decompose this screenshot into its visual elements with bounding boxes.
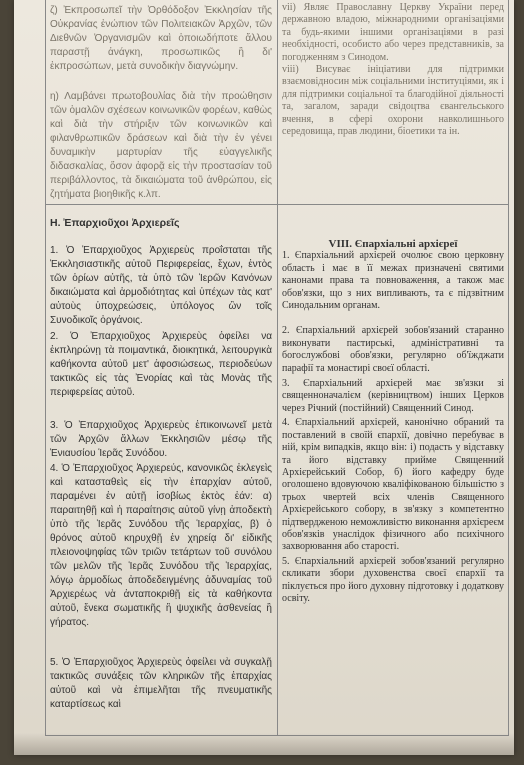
parallel-text-table — [45, 0, 509, 736]
greek-clause-z: ζ) Ἐκπροσωπεῖ τὴν Ὀρθόδοξον Ἐκκλησίαν τῆς Οὐκρανίας ἐνώπιον τῶν Πολιτειακῶν Ἀρχῶν, τῶν Διεθνῶν Ὀργανισμῶν καὶ ὁποιωδήποτε ἄλλου παραστῇ ἀνάγκη, προσωπικῶς ἢ δι' ἐκπροσώπων, μετὰ συνοδικὴν διαγνώμην. — [50, 5, 272, 72]
greek-section-heading: Η. Ἐπαρχιοῦχοι Ἀρχιερεῖς — [50, 217, 180, 229]
ukrainian-section-heading: VIII. Єпархіальні архієреї — [328, 238, 458, 250]
greek-item-2: 2. Ὁ Ἐπαρχιοῦχος Ἀρχιερεὺς ὀφείλει να ἐκπληρώνῃ τὰ ποιμαντικά, διοικητικά, λειτουργικὰ καθήκοντα αὐτοῦ μετ' ἀφοσιώσεως, περιοδεύων τακτικῶς εἰς τὰς Ἐνορίας καὶ τὰς Μονὰς τῆς περιφερείας αὐτοῦ. — [50, 331, 272, 398]
ukrainian-item-5: 5. Єпархіальний архієрей зобов'язаний регулярно скликати збори духовенства своєї єпархії та піклується про його духовну підготовку і додаткову освіту. — [282, 555, 504, 604]
page-bottom-shadow — [14, 733, 514, 755]
greek-item-4: 4. Ὁ Ἐπαρχιοῦχος Ἀρχιερεύς, κανονικῶς ἐκλεγεὶς καὶ κατασταθεὶς εἰς τὴν ἐπαρχίαν αὐτοῦ, παραμένει ἐν αὐτῇ ἰσοβίως ἐκτὸς ἐάν: α) παραιτηθῇ καὶ ἡ παραίτησις αὐτοῦ γίνῃ ἀποδεκτὴ ὑπὸ τῆς Ἱερᾶς Συνόδου τῆς Ἱεραρχίας, β) ὁ θρόνος αὐτοῦ κηρυχθῇ ἐν χηρείᾳ δι' εἰδικῆς πλειονοψηφίας τῶν τριῶν τετάρτων τοῦ συνόλου τῶν μελῶν τῆς Ἱερᾶς Συνόδου τῆς Ἱεραρχίας, λόγῳ ἁρμοδίως ἀποδεδειγμένης ἀδυναμίας τοῦ Ἀρχιερέως νὰ ἀνταποκριθῇ εἰς τὰ καθήκοντα αὐτοῦ, ἕνεκα σωματικῆς ἢ ψυχικῆς ἀσθενείας ἢ γήρατος. — [50, 463, 272, 628]
greek-item-1: 1. Ὁ Ἐπαρχιοῦχος Ἀρχιερεὺς προΐσταται τῆς Ἐκκλησιαστικῆς αὐτοῦ Περιφερείας, ἔχων, ἐντὸς τῶν ὁρίων αὐτῆς, τὰ ὑπὸ τῶν Ἱερῶν Κανόνων δικαιώματα καὶ ἁρμοδιότητας καὶ ὑπέχων τὰς κατ' αὐτοὺς ὑποχρεώσεις, ὑπόλογος ὢν τοῖς Συνοδικοῖς ὀργάνοις. — [50, 245, 272, 326]
ukrainian-item-3: 3. Єпархіальний архієрей має зв'язки зі священноначалієм (керівництвом) інших Церков через Річний (постійний) Священний Синод. — [282, 378, 504, 414]
row-divider — [46, 204, 508, 205]
ukrainian-clause-viii: viii) Висуває ініціативи для підтримки взаємовідносин між соціальними інституціями, як і для підтримки соціальної та благодійної діяльності та, загалом, заради свідоцтва євангельського вчення, в сфері охорони навколишнього середовища, прав людини, біоетики та ін. — [282, 64, 504, 138]
greek-item-5: 5. Ὁ Ἐπαρχιοῦχος Ἀρχιερεὺς ὀφείλει νὰ συγκαλῇ τακτικῶς συνάξεις τῶν κληρικῶν τῆς ἐπαρχίας αὐτοῦ καὶ νὰ ἐπιμελῆται τῆς πνευματικῆς καταρτίσεως καὶ — [50, 657, 272, 710]
ukrainian-section-cell — [282, 238, 504, 733]
ukrainian-clause-vii: vii) Являє Православну Церкву України перед державною владою, міжнародними організаціями та будь-якими іншими організаціями в разі необхідності, особисто або через представників, за погодженням з Синодом. — [282, 2, 504, 63]
greek-top-cell — [50, 4, 272, 202]
ukrainian-item-2: 2. Єпархіальний архієрей зобов'язаний старанно виконувати пастирські, адміністративні та богослужбові обов'язки, регулярно об'їжджати парафії та монастирі своєї області. — [282, 325, 504, 374]
document-page — [14, 0, 514, 755]
column-divider — [277, 0, 278, 735]
greek-item-3: 3. Ὁ Ἐπαρχιοῦχος Ἀρχιερεὺς ἐπικοινωνεῖ μετὰ τῶν Ἀρχῶν ἄλλων Ἐκκλησιῶν μέσῳ τῆς Ἐνιαυσίου Ἱερᾶς Συνόδου. — [50, 420, 272, 459]
ukrainian-item-4: 4. Єпархіальний архієрей, канонічно обраний та поставлений в своїй єпархії, довічно перебуває в ній, крім випадків, якщо він: і) подасть у відставку та його відставку прийме Священний Архієрейський Собор, б) його кафедру буде оголошено вдовуючою кваліфікованою більшістю з трьох чвертей всіх членів Священного Архієрейського собору, в зв'язку з компетентно підтвердженою неможливістю виконання архієреєм обов'язків унаслідок фізичного або психічного захворювання або старості. — [282, 417, 504, 553]
greek-section-cell — [50, 216, 272, 731]
greek-clause-i: η) Λαμβάνει πρωτοβουλίας διὰ τὴν προώθησιν τῶν ὁμαλῶν σχέσεων κοινωνικῶν φορέων, καθὼς καὶ διὰ τὴν στήριξιν τῶν κοινωνικῶν καὶ φιλανθρωπικῶν δράσεων καὶ διὰ τὴν ἐν γένει δυναμικὴν μαρτυρίαν τῆς εὐαγγελικῆς διδασκαλίας, ὅσον ἀφορᾷ εἰς τὴν προστασίαν τοῦ περιβάλλοντος, τὰ δικαιώματα τοῦ ἀνθρώπου, εἰς ζητήματα βιοηθικῆς κ.λπ. — [50, 91, 272, 200]
ukrainian-top-cell — [282, 2, 504, 138]
ukrainian-item-1: 1. Єпархіальний архієрей очолює свою церковну область і має в її межах призначені святими канонами права та повноваження, а також має обов'язки, що з них випливають, та є підзвітним Синодальним органам. — [282, 250, 504, 312]
